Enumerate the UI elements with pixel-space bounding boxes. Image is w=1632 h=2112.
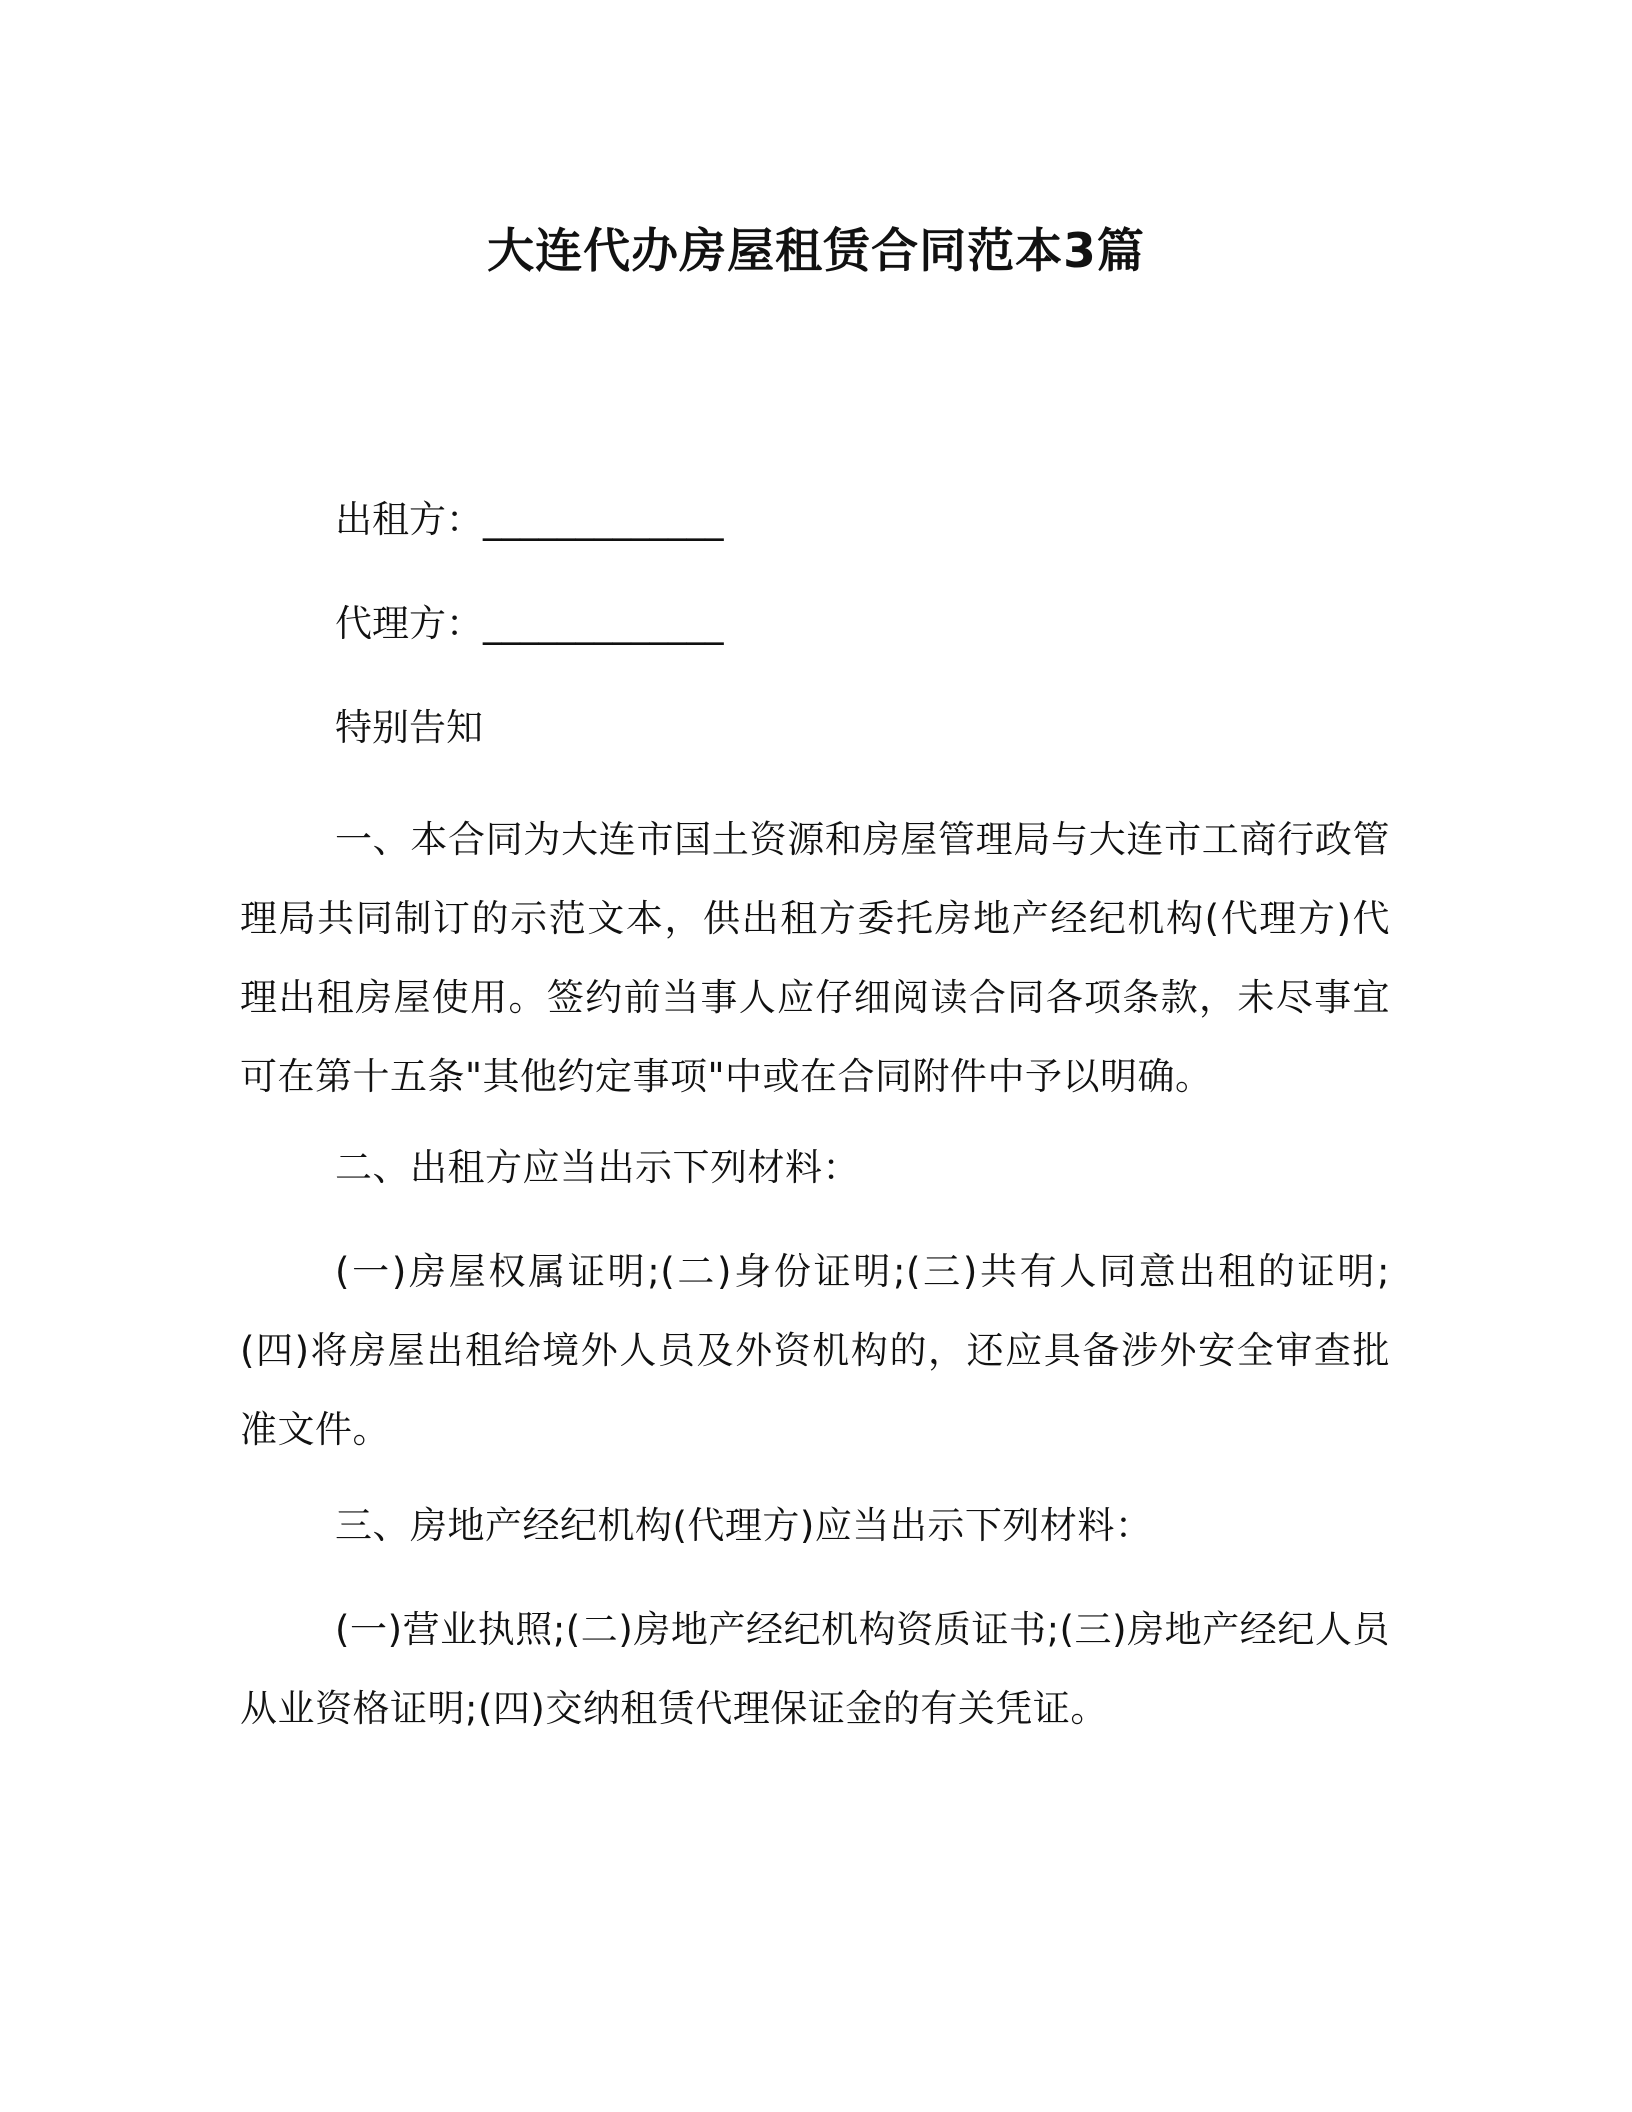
clause-two-materials-text: (一)房屋权属证明;(二)身份证明;(三)共有人同意出租的证明;(四)将房屋出租给境外人员及外资机构的，还应具备涉外安全审查批准文件。 <box>240 1250 1390 1451</box>
clause-one <box>240 800 1390 1116</box>
clause-three-heading <box>240 1486 1390 1565</box>
lessor-field-line: 出租方：_____________ <box>335 498 724 541</box>
clause-three-materials <box>240 1590 1390 1748</box>
notice-heading: 特别告知 <box>335 706 483 749</box>
clause-two-heading-text: 二、出租方应当出示下列材料： <box>335 1146 860 1189</box>
clause-three-materials-text: (一)营业执照;(二)房地产经纪机构资质证书;(三)房地产经纪人员从业资格证明;(四)交纳租赁代理保证金的有关凭证。 <box>240 1608 1390 1730</box>
clause-three-heading-text: 三、房地产经纪机构(代理方)应当出示下列材料： <box>335 1504 1153 1547</box>
agent-field-line: 代理方：_____________ <box>335 602 724 645</box>
clause-two-heading <box>240 1128 1390 1207</box>
clause-one-text: 一、本合同为大连市国土资源和房屋管理局与大连市工商行政管理局共同制订的示范文本，供出租方委托房地产经纪机构(代理方)代理出租房屋使用。签约前当事人应仔细阅读合同各项条款，未尽事宜可在第十五条"其他约定事项"中或在合同附件中予以明确。 <box>240 818 1390 1098</box>
document-title: 大连代办房屋租赁合同范本3篇 <box>487 224 1145 279</box>
clause-two-materials <box>240 1232 1390 1469</box>
